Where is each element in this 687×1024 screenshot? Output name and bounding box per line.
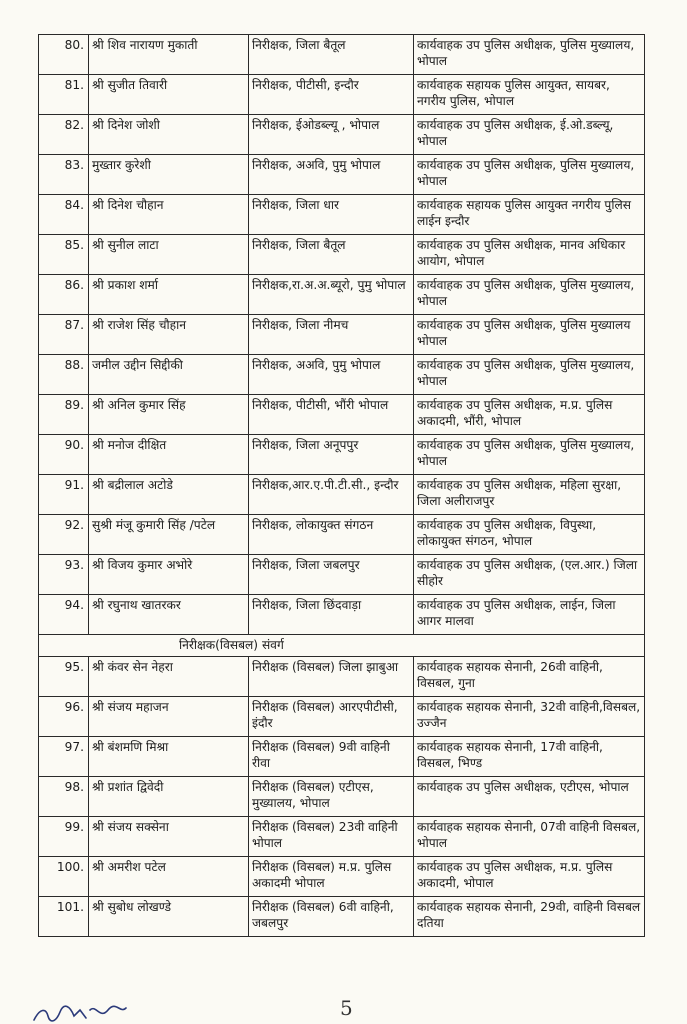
serial-number: 94.	[39, 595, 89, 635]
new-posting: कार्यवाहक उप पुलिस अधीक्षक, ई.ओ.डब्ल्यू, भोपाल	[414, 115, 645, 155]
current-posting: निरीक्षक (विसबल) 9वी वाहिनी रीवा	[249, 737, 414, 777]
section-title: निरीक्षक(विसबल) संवर्ग	[39, 635, 645, 657]
serial-number: 97.	[39, 737, 89, 777]
officer-name: श्री कंवर सेन नेहरा	[89, 657, 249, 697]
officer-name: श्री दिनेश चौहान	[89, 195, 249, 235]
current-posting: निरीक्षक, जिला जबलपुर	[249, 555, 414, 595]
officer-name: श्री प्रशांत द्विवेदी	[89, 777, 249, 817]
serial-number: 81.	[39, 75, 89, 115]
table-row	[39, 35, 645, 75]
table-row	[39, 697, 645, 737]
current-posting: निरीक्षक (विसबल) 6वी वाहिनी, जबलपुर	[249, 897, 414, 937]
new-posting: कार्यवाहक उप पुलिस अधीक्षक, पुलिस मुख्यालय, भोपाल	[414, 355, 645, 395]
new-posting: कार्यवाहक उप पुलिस अधीक्षक, पुलिस मुख्यालय, भोपाल	[414, 155, 645, 195]
serial-number: 95.	[39, 657, 89, 697]
officer-name: श्री संजय सक्सेना	[89, 817, 249, 857]
table-row	[39, 115, 645, 155]
serial-number: 99.	[39, 817, 89, 857]
officer-name: सुश्री मंजू कुमारी सिंह /पटेल	[89, 515, 249, 555]
officer-name: श्री शिव नारायण मुकाती	[89, 35, 249, 75]
serial-number: 96.	[39, 697, 89, 737]
new-posting: कार्यवाहक सहायक सेनानी, 32वी वाहिनी,विसबल, उज्जैन	[414, 697, 645, 737]
new-posting: कार्यवाहक उप पुलिस अधीक्षक, पुलिस मुख्यालय भोपाल	[414, 315, 645, 355]
table-row	[39, 555, 645, 595]
officer-name: श्री अनिल कुमार सिंह	[89, 395, 249, 435]
table-row	[39, 897, 645, 937]
current-posting: निरीक्षक, जिला बैतूल	[249, 35, 414, 75]
current-posting: निरीक्षक (विसबल) आरएपीटीसी, इंदौर	[249, 697, 414, 737]
officer-name: श्री सुनील लाटा	[89, 235, 249, 275]
current-posting: निरीक्षक, ईओडब्ल्यू , भोपाल	[249, 115, 414, 155]
new-posting: कार्यवाहक उप पुलिस अधीक्षक, म.प्र. पुलिस अकादमी, भोपाल	[414, 857, 645, 897]
new-posting: कार्यवाहक सहायक सेनानी, 26वी वाहिनी, विसबल, गुना	[414, 657, 645, 697]
serial-number: 93.	[39, 555, 89, 595]
current-posting: निरीक्षक, लोकायुक्त संगठन	[249, 515, 414, 555]
current-posting: निरीक्षक (विसबल) एटीएस, मुख्यालय, भोपाल	[249, 777, 414, 817]
transfer-table	[38, 34, 645, 937]
officer-name: श्री सुजीत तिवारी	[89, 75, 249, 115]
table-row	[39, 475, 645, 515]
current-posting: निरीक्षक (विसबल) म.प्र. पुलिस अकादमी भोपाल	[249, 857, 414, 897]
new-posting: कार्यवाहक सहायक सेनानी, 29वी, वाहिनी विसबल दतिया	[414, 897, 645, 937]
page-number: 5	[340, 996, 353, 1020]
serial-number: 84.	[39, 195, 89, 235]
current-posting: निरीक्षक, पीटीसी, इन्दौर	[249, 75, 414, 115]
serial-number: 91.	[39, 475, 89, 515]
handwritten-signature	[30, 1000, 150, 1024]
serial-number: 89.	[39, 395, 89, 435]
table-body-inspector-visbal	[39, 657, 645, 937]
table-row	[39, 657, 645, 697]
new-posting: कार्यवाहक सहायक पुलिस आयुक्त, सायबर, नगरीय पुलिस, भोपाल	[414, 75, 645, 115]
table-row	[39, 595, 645, 635]
officer-name: श्री अमरीश पटेल	[89, 857, 249, 897]
officer-name: जमील उद्दीन सिद्दीकी	[89, 355, 249, 395]
officer-name: श्री विजय कुमार अभोरे	[89, 555, 249, 595]
serial-number: 90.	[39, 435, 89, 475]
new-posting: कार्यवाहक उप पुलिस अधीक्षक, पुलिस मुख्यालय, भोपाल	[414, 435, 645, 475]
table-row	[39, 75, 645, 115]
serial-number: 92.	[39, 515, 89, 555]
table-row	[39, 195, 645, 235]
officer-name: श्री सुबोध लोखण्डे	[89, 897, 249, 937]
current-posting: निरीक्षक (विसबल) 23वी वाहिनी भोपाल	[249, 817, 414, 857]
serial-number: 82.	[39, 115, 89, 155]
new-posting: कार्यवाहक सहायक सेनानी, 07वी वाहिनी विसबल, भोपाल	[414, 817, 645, 857]
current-posting: निरीक्षक, जिला धार	[249, 195, 414, 235]
serial-number: 80.	[39, 35, 89, 75]
transfer-list-page	[38, 34, 644, 937]
current-posting: निरीक्षक, जिला नीमच	[249, 315, 414, 355]
serial-number: 83.	[39, 155, 89, 195]
table-row	[39, 515, 645, 555]
table-row	[39, 857, 645, 897]
table-row	[39, 435, 645, 475]
officer-name: श्री दिनेश जोशी	[89, 115, 249, 155]
table-row	[39, 235, 645, 275]
officer-name: श्री प्रकाश शर्मा	[89, 275, 249, 315]
current-posting: निरीक्षक, अअवि, पुमु भोपाल	[249, 155, 414, 195]
current-posting: निरीक्षक, अअवि, पुमु भोपाल	[249, 355, 414, 395]
table-row	[39, 777, 645, 817]
current-posting: निरीक्षक, जिला बैतूल	[249, 235, 414, 275]
serial-number: 98.	[39, 777, 89, 817]
new-posting: कार्यवाहक उप पुलिस अधीक्षक, पुलिस मुख्यालय, भोपाल	[414, 275, 645, 315]
section-header-row-group	[39, 635, 645, 657]
officer-name: श्री बंशमणि मिश्रा	[89, 737, 249, 777]
table-row	[39, 817, 645, 857]
new-posting: कार्यवाहक उप पुलिस अधीक्षक, पुलिस मुख्यालय, भोपाल	[414, 35, 645, 75]
serial-number: 85.	[39, 235, 89, 275]
new-posting: कार्यवाहक उप पुलिस अधीक्षक, (एल.आर.) जिला सीहोर	[414, 555, 645, 595]
officer-name: श्री संजय महाजन	[89, 697, 249, 737]
table-row	[39, 737, 645, 777]
new-posting: कार्यवाहक उप पुलिस अधीक्षक, विपुस्था, लोकायुक्त संगठन, भोपाल	[414, 515, 645, 555]
new-posting: कार्यवाहक सहायक पुलिस आयुक्त नगरीय पुलिस लाईन इन्दौर	[414, 195, 645, 235]
serial-number: 101.	[39, 897, 89, 937]
current-posting: निरीक्षक, पीटीसी, भौंरी भोपाल	[249, 395, 414, 435]
new-posting: कार्यवाहक उप पुलिस अधीक्षक, म.प्र. पुलिस अकादमी, भौंरी, भोपाल	[414, 395, 645, 435]
new-posting: कार्यवाहक उप पुलिस अधीक्षक, लाईन, जिला आगर मालवा	[414, 595, 645, 635]
new-posting: कार्यवाहक उप पुलिस अधीक्षक, महिला सुरक्षा, जिला अलीराजपुर	[414, 475, 645, 515]
current-posting: निरीक्षक,रा.अ.अ.ब्यूरो, पुमु भोपाल	[249, 275, 414, 315]
current-posting: निरीक्षक,आर.ए.पी.टी.सी., इन्दौर	[249, 475, 414, 515]
officer-name: श्री राजेश सिंह चौहान	[89, 315, 249, 355]
table-body-inspector	[39, 35, 645, 635]
serial-number: 86.	[39, 275, 89, 315]
current-posting: निरीक्षक, जिला अनूपपुर	[249, 435, 414, 475]
officer-name: श्री रघुनाथ खातरकर	[89, 595, 249, 635]
officer-name: श्री बद्रीलाल अटोडे	[89, 475, 249, 515]
serial-number: 87.	[39, 315, 89, 355]
officer-name: श्री मनोज दीक्षित	[89, 435, 249, 475]
serial-number: 100.	[39, 857, 89, 897]
new-posting: कार्यवाहक उप पुलिस अधीक्षक, एटीएस, भोपाल	[414, 777, 645, 817]
officer-name: मुख्तार कुरेशी	[89, 155, 249, 195]
current-posting: निरीक्षक, जिला छिंदवाड़ा	[249, 595, 414, 635]
table-row	[39, 355, 645, 395]
table-row	[39, 155, 645, 195]
serial-number: 88.	[39, 355, 89, 395]
table-row	[39, 315, 645, 355]
new-posting: कार्यवाहक सहायक सेनानी, 17वी वाहिनी, विसबल, भिण्ड	[414, 737, 645, 777]
table-row	[39, 395, 645, 435]
new-posting: कार्यवाहक उप पुलिस अधीक्षक, मानव अधिकार आयोग, भोपाल	[414, 235, 645, 275]
current-posting: निरीक्षक (विसबल) जिला झाबुआ	[249, 657, 414, 697]
table-row	[39, 275, 645, 315]
section-header-row	[39, 635, 645, 657]
